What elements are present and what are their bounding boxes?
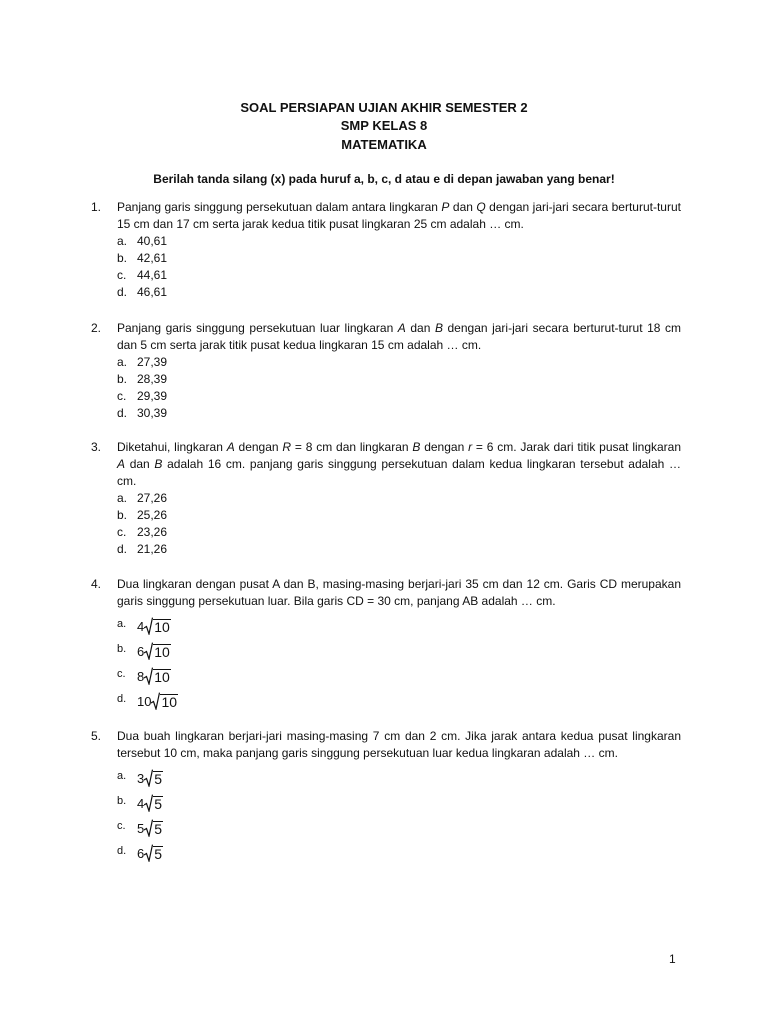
question-text: Diketahui, lingkaran A dengan R = 8 cm dan lingkaran B dengan r = 6 cm. Jarak dari titik pusat lingkaran A dan B adalah 16 cm. panjang garis singgung persekutuan dalam kedua lingkaran tersebut adalah … cm.	[117, 440, 682, 488]
options-list	[117, 762, 681, 862]
options-list	[117, 354, 681, 422]
question-number: 3.	[91, 440, 102, 454]
page-number: 1	[669, 952, 676, 966]
option-c[interactable]: c. 44,61	[117, 268, 168, 282]
option-a[interactable]: a. 27,39	[117, 355, 168, 369]
question-number: 2.	[91, 321, 102, 335]
question-2	[91, 320, 681, 422]
option-a[interactable]: a. 27,26	[117, 491, 168, 505]
option-d[interactable]: d. 10 10	[117, 693, 178, 710]
question-number: 4.	[91, 577, 102, 591]
option-b[interactable]: b. 42,61	[117, 251, 168, 265]
option-c[interactable]: c. 29,39	[117, 389, 168, 403]
option-b[interactable]: b. 6 10	[117, 643, 170, 660]
option-c[interactable]: c. 5 5	[117, 820, 163, 837]
question-3	[91, 439, 681, 558]
question-text: Panjang garis singgung persekutuan luar lingkaran A dan B dengan jari-jari secara berturut-turut 18 cm dan 5 cm serta jarak titik pusat kedua lingkaran 15 cm adalah … cm.	[117, 321, 681, 352]
option-a[interactable]: a. 4 10	[117, 618, 170, 635]
option-a[interactable]: a. 3 5	[117, 770, 163, 787]
question-text: Dua buah lingkaran berjari-jari masing-masing 7 cm dan 2 cm. Jika jarak antara kedua pusat lingkaran tersebut 10 cm, maka panjang garis singgung persekutuan luar kedua lingkaran adalah … cm.	[117, 729, 681, 760]
option-b[interactable]: b. 28,39	[117, 372, 168, 386]
option-b[interactable]: b. 4 5	[117, 795, 163, 812]
option-b[interactable]: b. 25,26	[117, 508, 168, 522]
question-4	[91, 576, 681, 710]
options-list	[117, 610, 681, 710]
option-c[interactable]: c. 8 10	[117, 668, 170, 685]
option-d[interactable]: d. 30,39	[117, 406, 168, 420]
option-d[interactable]: d. 21,26	[117, 542, 168, 556]
options-list	[117, 233, 681, 301]
option-d[interactable]: d. 46,61	[117, 285, 168, 299]
option-a[interactable]: a. 40,61	[117, 234, 168, 248]
instruction: Berilah tanda silang (x) pada huruf a, b, c, d atau e di depan jawaban yang benar!	[153, 172, 615, 186]
question-text: Dua lingkaran dengan pusat A dan B, masing-masing berjari-jari 35 cm dan 12 cm. Garis CD merupakan garis singgung persekutuan luar. Bila garis CD = 30 cm, panjang AB adalah … cm.	[117, 577, 681, 608]
question-number: 1.	[91, 200, 102, 214]
exam-class: SMP KELAS 8	[340, 118, 428, 133]
exam-subject: MATEMATIKA	[341, 137, 427, 152]
option-d[interactable]: d. 6 5	[117, 845, 163, 862]
question-text: Panjang garis singgung persekutuan dalam antara lingkaran P dan Q dengan jari-jari secara berturut-turut 15 cm dan 17 cm serta jarak kedua titik pusat lingkaran 25 cm adalah … cm.	[117, 200, 681, 231]
option-c[interactable]: c. 23,26	[117, 525, 168, 539]
question-5	[91, 728, 681, 862]
options-list	[117, 490, 681, 558]
exam-title: SOAL PERSIAPAN UJIAN AKHIR SEMESTER 2	[240, 100, 528, 115]
question-1	[91, 199, 681, 301]
question-number: 5.	[91, 729, 102, 743]
